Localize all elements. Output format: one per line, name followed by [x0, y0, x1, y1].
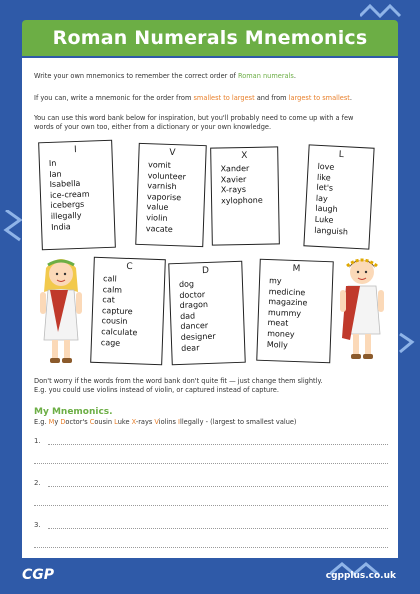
card-letter: V	[169, 147, 176, 159]
card-word: meat	[267, 318, 289, 329]
card-letter: L	[338, 149, 344, 161]
card-word: designer	[180, 331, 216, 342]
page-title: Roman Numerals Mnemonics	[52, 27, 368, 49]
card-word: vaporise	[146, 191, 182, 203]
card-word: dad	[179, 311, 196, 321]
example-word-rest: uke	[117, 418, 132, 426]
example-word-rest: llegally	[179, 418, 204, 426]
card-word: Molly	[266, 339, 288, 350]
example-word-rest: y	[54, 418, 61, 426]
answer-number-2: 2.	[34, 479, 41, 487]
card-word: varnish	[147, 181, 177, 192]
card-word: like	[316, 172, 331, 183]
note-line-1: Don't worry if the words from the word bank don't quite fit — just change them slightly.	[34, 377, 323, 385]
answer-number-3: 3.	[34, 521, 41, 529]
answer-line-2b[interactable]	[34, 505, 388, 506]
card-word-list	[146, 160, 187, 235]
example-initial: C	[89, 418, 95, 426]
card-word: money	[267, 329, 295, 339]
card-word: Xavier	[220, 174, 247, 185]
card-word: dog	[178, 279, 195, 289]
card-word: love	[317, 161, 335, 172]
roman-numerals-highlight: Roman numerals	[237, 72, 294, 80]
card-word: xylophone	[220, 195, 263, 206]
card-word: dragon	[179, 300, 209, 311]
card-word: cat	[102, 295, 115, 305]
roman-boy-illustration	[336, 250, 388, 370]
card-word: icebergs	[50, 200, 85, 211]
example-mnemonic	[34, 418, 297, 426]
intro-text: and from	[254, 94, 289, 102]
word-card-x	[210, 146, 280, 245]
card-word: magazine	[268, 297, 308, 308]
card-word-list	[220, 164, 262, 207]
card-word: violin	[146, 213, 168, 223]
answer-number-1: 1.	[34, 437, 41, 445]
word-card-v	[135, 143, 207, 247]
card-letter: D	[201, 265, 210, 277]
title-bar	[22, 20, 398, 56]
word-card-i	[38, 140, 116, 251]
example-word-rest: iolins	[158, 418, 179, 426]
card-word: Ian	[49, 169, 62, 179]
card-word: illegally	[50, 210, 82, 221]
card-word-list	[179, 279, 216, 354]
footer-url[interactable]: cgpplus.co.uk	[325, 571, 396, 581]
card-word: Isabella	[49, 179, 81, 190]
card-word: cage	[100, 337, 121, 348]
card-word: laugh	[315, 204, 338, 215]
card-word: vacate	[145, 223, 173, 234]
note-line-2: E.g. you could use violins instead of violin, or captured instead of capture.	[34, 386, 279, 394]
answer-line-1b[interactable]	[34, 463, 388, 464]
card-word: ice-cream	[49, 189, 90, 200]
card-word: lay	[315, 193, 328, 204]
zigzag-decoration-right	[398, 330, 420, 360]
roman-girl-illustration	[36, 252, 86, 370]
answer-line-3b[interactable]	[34, 547, 388, 548]
card-word: medicine	[268, 286, 306, 297]
card-letter: M	[292, 263, 301, 275]
example-word-rest: octor's	[65, 418, 90, 426]
card-word-list	[101, 274, 140, 349]
card-word: dear	[181, 342, 200, 353]
card-word-list	[267, 276, 309, 351]
intro-line-2	[34, 94, 352, 103]
card-letter: C	[126, 261, 133, 273]
answer-line-1a[interactable]	[48, 444, 388, 445]
example-suffix: - (largest to smallest value)	[203, 418, 297, 426]
word-card-d	[168, 261, 246, 366]
example-initial: I	[178, 418, 180, 426]
card-letter: I	[73, 144, 77, 156]
cgp-logo: CGP	[22, 567, 55, 583]
card-word: let's	[316, 183, 334, 193]
example-prefix: E.g.	[34, 418, 49, 426]
smallest-to-largest-highlight: smallest to largest	[193, 94, 255, 102]
card-word: India	[50, 221, 71, 232]
card-word: calculate	[101, 327, 138, 338]
word-card-l	[303, 144, 374, 249]
intro-text: .	[293, 72, 296, 80]
answer-line-2a[interactable]	[48, 486, 388, 487]
card-word: calm	[102, 284, 123, 295]
card-word: Luke	[314, 214, 334, 225]
card-word: X-rays	[220, 185, 247, 195]
word-card-c	[90, 257, 166, 365]
card-word-list	[314, 162, 352, 238]
card-word: Xander	[220, 163, 250, 174]
card-word: doctor	[179, 289, 206, 300]
example-initial: D	[60, 418, 66, 426]
card-word: mummy	[267, 307, 302, 318]
card-word: languish	[314, 225, 349, 237]
example-initial: V	[154, 418, 159, 426]
zigzag-decoration-top-right	[360, 2, 420, 22]
word-card-m	[256, 259, 334, 364]
card-word: call	[102, 274, 118, 284]
card-word: my	[268, 276, 282, 286]
example-word-rest: ousin	[94, 418, 115, 426]
intro-line-3: You can use this word bank below for inspiration, but you'll probably need to come up with a few	[34, 114, 354, 122]
card-word: volunteer	[147, 170, 187, 182]
intro-text: Write your own mnemonics to remember the correct order of	[34, 72, 238, 80]
card-word: value	[146, 202, 169, 213]
card-word: capture	[101, 305, 133, 316]
card-word: cousin	[101, 316, 128, 327]
card-word-list	[49, 158, 91, 233]
card-word: vomit	[147, 160, 171, 170]
intro-line-1	[34, 72, 296, 81]
card-word: dancer	[180, 321, 209, 332]
my-mnemonics-heading: My Mnemonics.	[34, 407, 113, 417]
intro-text: .	[349, 94, 352, 102]
example-word-rest: -rays	[135, 418, 155, 426]
answer-line-3a[interactable]	[48, 528, 388, 529]
card-letter: X	[241, 150, 248, 162]
card-word: In	[48, 158, 57, 168]
intro-line-4: words of your own too, either from a dictionary or your own knowledge.	[34, 123, 272, 131]
example-initial: M	[48, 418, 55, 426]
example-initial: L	[114, 418, 118, 426]
intro-text: If you can, write a mnemonic for the order from	[34, 94, 194, 102]
largest-to-smallest-highlight: largest to smallest	[288, 94, 350, 102]
example-initial: X	[131, 418, 136, 426]
